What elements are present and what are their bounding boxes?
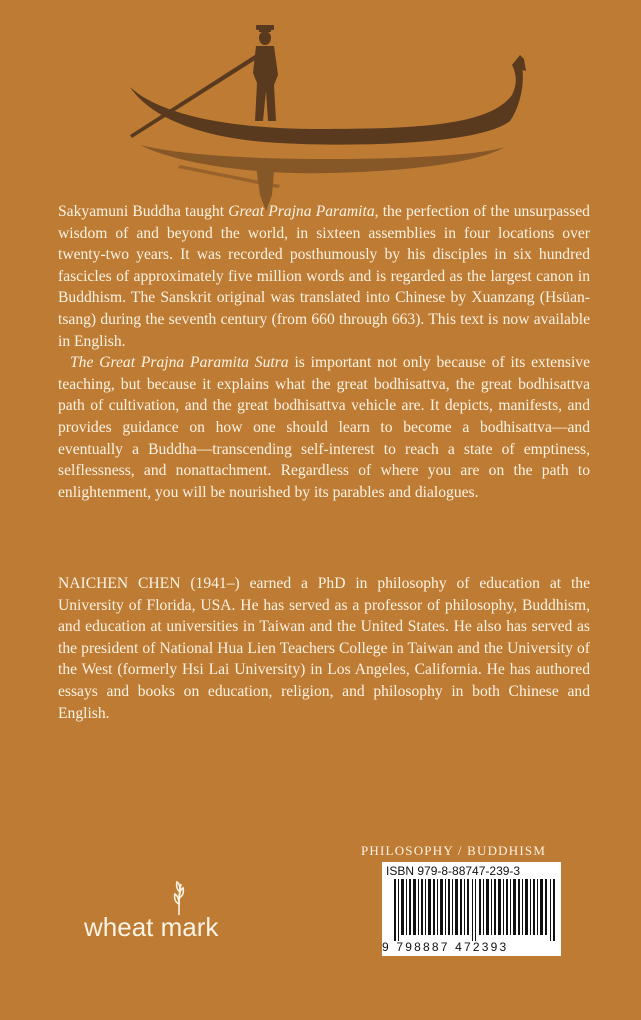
gondola-illustration <box>120 25 540 215</box>
barcode-bars <box>394 879 556 941</box>
isbn-label: ISBN 979-8-88747-239-3 <box>386 864 521 878</box>
category-label: PHILOSOPHY / BUDDHISM <box>361 843 547 858</box>
author-bio: NAICHEN CHEN (1941–) earned a PhD in philosophy of education at the University of Florida, USA. He has served as a professor of philosophy, Buddhism, and education at universities in Taiwan and the United States. He also has served as the president of National Hua Lien Teachers College in Taiwan and the University of the West (formerly Hsi Lai University) in Los Angeles, California. He has authored essays and books on education, religion, and philosophy in both Chinese and English. <box>58 575 590 722</box>
publisher-logo <box>84 880 244 950</box>
publisher-name: wheat mark <box>84 912 219 942</box>
description-paragraph-2: The Great Prajna Paramita Sutra is important not only because of its extensive teaching, but because it explains what the great bodhisattva, the great bodhisattva path of cultivation, and the great bodhisattva vehicle are. It depicts, manifests, and provides guidance on how one should learn to become a bodhisattva—and eventually a Buddha—transcending self-interest to reach a state of emptiness, selflessness, and nonattachment. Regardless of where you are on the path to enlightenment, you will be nourished by its parables and dialogues. <box>58 354 590 501</box>
description-paragraph-1: Sakyamuni Buddha taught Great Prajna Paramita, the perfection of the unsurpassed wisdom of and beyond the world, in sixteen assemblies in four locations over twenty-two years. It was recorded posthumously by his disciples in six hundred fascicles of approximately five million words and is regarded as the largest canon in Buddhism. The Sanskrit original was translated into Chinese by Xuanzang (Hsüan-tsang) during the seventh century (from 660 through 663). This text is now available in English. <box>58 203 590 350</box>
description-title-1: Great Prajna Paramita <box>228 203 375 220</box>
description-title-2: The Great Prajna Paramita Sutra <box>70 354 289 372</box>
wheat-icon <box>168 880 190 916</box>
book-description <box>58 201 590 503</box>
barcode <box>382 862 561 956</box>
isbn-digits: 9 798887 472393 <box>382 940 509 954</box>
